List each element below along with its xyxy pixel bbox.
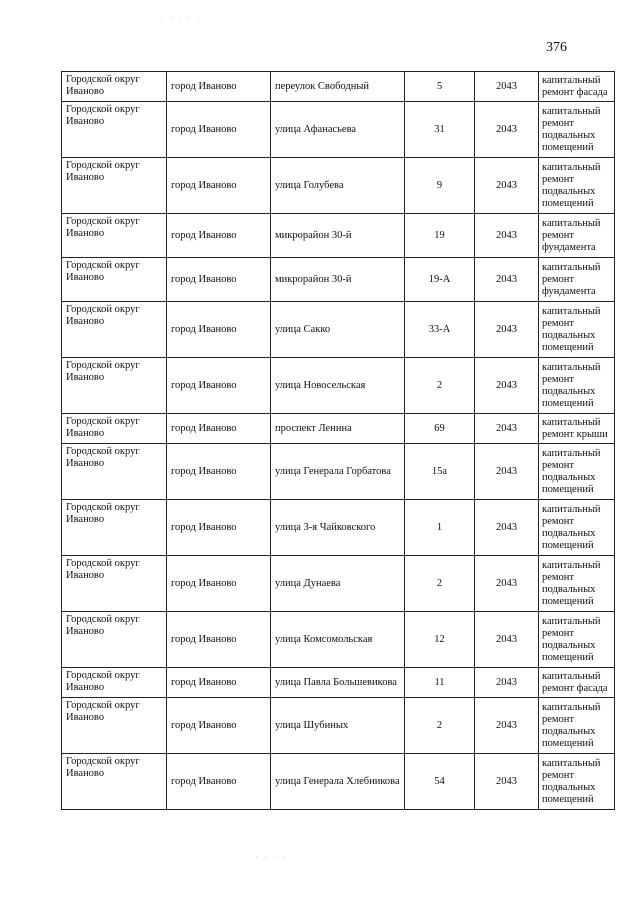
cell-city: город Иваново	[167, 72, 271, 102]
cell-work-type: капитальный ремонт фасада	[539, 72, 615, 102]
cell-house-number: 31	[405, 102, 475, 158]
cell-city: город Иваново	[167, 754, 271, 810]
cell-year: 2043	[475, 302, 539, 358]
cell-district: Городской округ Иваново	[62, 556, 167, 612]
table-row	[62, 500, 615, 556]
cell-house-number: 2	[405, 358, 475, 414]
cell-district: Городской округ Иваново	[62, 302, 167, 358]
cell-house-number: 54	[405, 754, 475, 810]
table-row	[62, 302, 615, 358]
cell-house-number: 69	[405, 414, 475, 444]
cell-city: город Иваново	[167, 258, 271, 302]
cell-city: город Иваново	[167, 668, 271, 698]
cell-work-type: капитальный ремонт фундамента	[539, 258, 615, 302]
table-row	[62, 668, 615, 698]
table-row	[62, 258, 615, 302]
cell-street: улица Новосельская	[271, 358, 405, 414]
table-row	[62, 358, 615, 414]
cell-street: микрорайон 30-й	[271, 214, 405, 258]
cell-year: 2043	[475, 414, 539, 444]
cell-work-type: капитальный ремонт крыши	[539, 414, 615, 444]
cell-work-type: капитальный ремонт подвальных помещений	[539, 612, 615, 668]
page-number: 376	[546, 40, 567, 55]
cell-city: город Иваново	[167, 102, 271, 158]
cell-city: город Иваново	[167, 214, 271, 258]
cell-work-type: капитальный ремонт подвальных помещений	[539, 698, 615, 754]
cell-work-type: капитальный ремонт подвальных помещений	[539, 556, 615, 612]
cell-city: город Иваново	[167, 500, 271, 556]
repair-schedule-table	[61, 71, 615, 810]
cell-street: улица 3-я Чайковского	[271, 500, 405, 556]
cell-year: 2043	[475, 158, 539, 214]
cell-house-number: 1	[405, 500, 475, 556]
cell-house-number: 2	[405, 556, 475, 612]
cell-work-type: капитальный ремонт фасада	[539, 668, 615, 698]
cell-street: переулок Свободный	[271, 72, 405, 102]
cell-district: Городской округ Иваново	[62, 612, 167, 668]
scan-smudge: · · · ·	[255, 852, 288, 862]
cell-work-type: капитальный ремонт подвальных помещений	[539, 754, 615, 810]
cell-street: улица Голубева	[271, 158, 405, 214]
table-row	[62, 612, 615, 668]
cell-city: город Иваново	[167, 358, 271, 414]
cell-year: 2043	[475, 556, 539, 612]
cell-street: улица Афанасьева	[271, 102, 405, 158]
cell-street: проспект Ленина	[271, 414, 405, 444]
cell-house-number: 2	[405, 698, 475, 754]
cell-house-number: 12	[405, 612, 475, 668]
cell-work-type: капитальный ремонт фундамента	[539, 214, 615, 258]
cell-year: 2043	[475, 668, 539, 698]
cell-year: 2043	[475, 444, 539, 500]
cell-district: Городской округ Иваново	[62, 698, 167, 754]
cell-year: 2043	[475, 214, 539, 258]
cell-year: 2043	[475, 500, 539, 556]
cell-district: Городской округ Иваново	[62, 158, 167, 214]
cell-year: 2043	[475, 102, 539, 158]
cell-district: Городской округ Иваново	[62, 102, 167, 158]
cell-year: 2043	[475, 754, 539, 810]
cell-year: 2043	[475, 72, 539, 102]
cell-work-type: капитальный ремонт подвальных помещений	[539, 102, 615, 158]
cell-house-number: 19	[405, 214, 475, 258]
cell-district: Городской округ Иваново	[62, 500, 167, 556]
cell-city: город Иваново	[167, 698, 271, 754]
table-body	[62, 72, 615, 810]
table-row	[62, 158, 615, 214]
cell-city: город Иваново	[167, 414, 271, 444]
cell-house-number: 5	[405, 72, 475, 102]
cell-city: город Иваново	[167, 612, 271, 668]
cell-house-number: 9	[405, 158, 475, 214]
cell-city: город Иваново	[167, 158, 271, 214]
scan-smudge: · · · · ·	[160, 14, 202, 24]
cell-year: 2043	[475, 612, 539, 668]
cell-city: город Иваново	[167, 556, 271, 612]
cell-work-type: капитальный ремонт подвальных помещений	[539, 444, 615, 500]
cell-street: микрорайон 30-й	[271, 258, 405, 302]
cell-work-type: капитальный ремонт подвальных помещений	[539, 158, 615, 214]
cell-street: улица Павла Большевикова	[271, 668, 405, 698]
table-row	[62, 754, 615, 810]
cell-street: улица Дунаева	[271, 556, 405, 612]
table-row	[62, 444, 615, 500]
cell-city: город Иваново	[167, 444, 271, 500]
cell-work-type: капитальный ремонт подвальных помещений	[539, 358, 615, 414]
cell-street: улица Шубиных	[271, 698, 405, 754]
table-row	[62, 102, 615, 158]
cell-year: 2043	[475, 258, 539, 302]
cell-district: Городской округ Иваново	[62, 358, 167, 414]
cell-work-type: капитальный ремонт подвальных помещений	[539, 302, 615, 358]
table-row	[62, 214, 615, 258]
cell-district: Городской округ Иваново	[62, 258, 167, 302]
cell-street: улица Генерала Хлебникова	[271, 754, 405, 810]
cell-year: 2043	[475, 698, 539, 754]
cell-district: Городской округ Иваново	[62, 214, 167, 258]
cell-house-number: 15а	[405, 444, 475, 500]
table-row	[62, 556, 615, 612]
cell-street: улица Сакко	[271, 302, 405, 358]
cell-house-number: 11	[405, 668, 475, 698]
table-row	[62, 698, 615, 754]
cell-district: Городской округ Иваново	[62, 754, 167, 810]
cell-house-number: 19-А	[405, 258, 475, 302]
table-row	[62, 414, 615, 444]
cell-district: Городской округ Иваново	[62, 444, 167, 500]
cell-year: 2043	[475, 358, 539, 414]
cell-district: Городской округ Иваново	[62, 414, 167, 444]
table-row	[62, 72, 615, 102]
cell-house-number: 33-А	[405, 302, 475, 358]
cell-street: улица Генерала Горбатова	[271, 444, 405, 500]
cell-work-type: капитальный ремонт подвальных помещений	[539, 500, 615, 556]
cell-city: город Иваново	[167, 302, 271, 358]
cell-district: Городской округ Иваново	[62, 72, 167, 102]
cell-district: Городской округ Иваново	[62, 668, 167, 698]
cell-street: улица Комсомольская	[271, 612, 405, 668]
